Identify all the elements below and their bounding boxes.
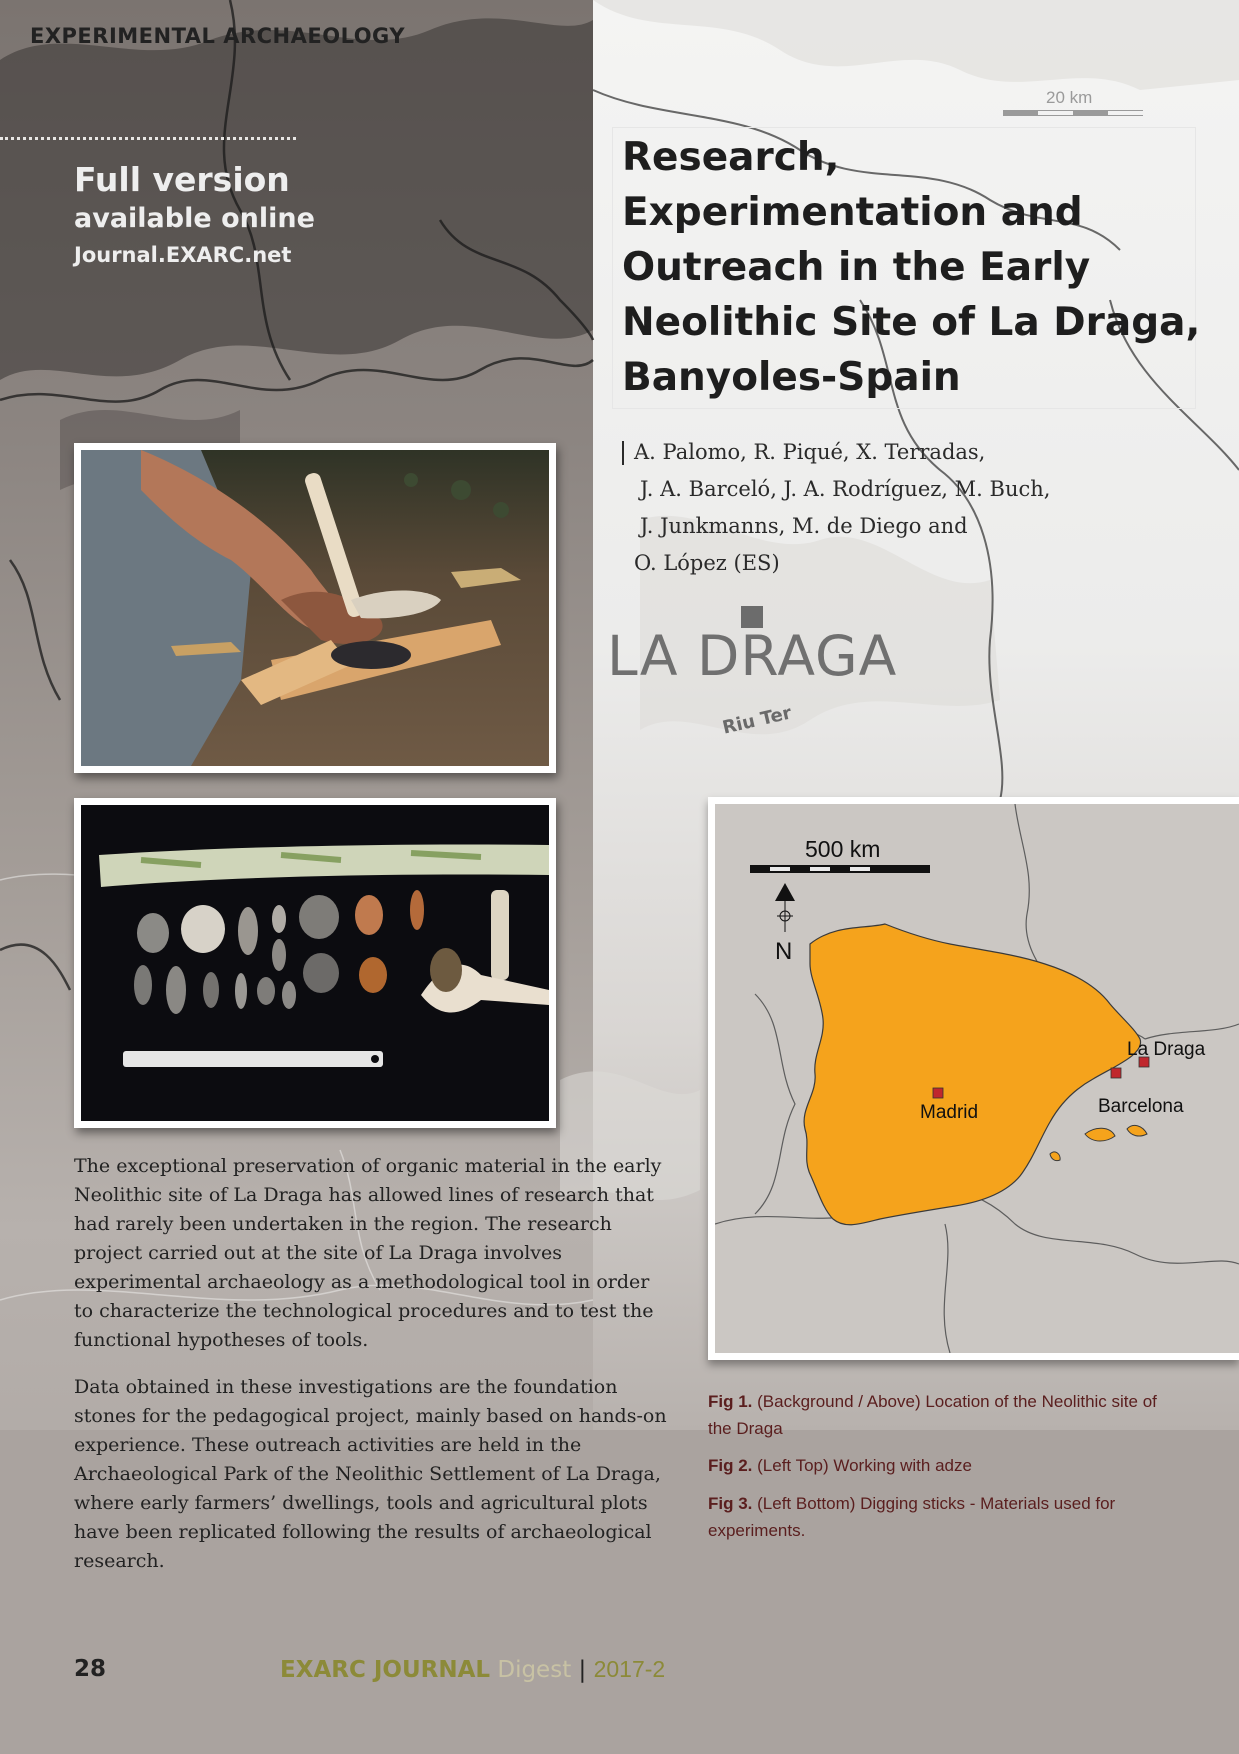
body-paragraph: The exceptional preservation of organic material in the early Neolithic site of La Draga has allowed lines of research that had rarely been undertaken in the region. The research project carried out at the site of La Draga involves experimental archaeology as a methodological tool in order to characterize the technological procedures and to test the functional hypotheses of tools.: [74, 1155, 662, 1351]
tools-photo-image: [81, 805, 549, 1121]
barcelona-marker-icon: [1111, 1068, 1121, 1078]
place-label-madrid: Madrid: [920, 1102, 979, 1123]
background-scale-label: 20 km: [1046, 88, 1093, 107]
iberia-map: [715, 804, 1239, 1353]
river-label: Riu Ter: [720, 702, 794, 739]
site-label: LA DRAGA: [607, 624, 898, 688]
journal-footer: [280, 1656, 665, 1683]
background-scale-bar: [1003, 110, 1143, 116]
journal-digest: Digest: [497, 1657, 572, 1683]
figure-caption: [708, 1388, 1168, 1442]
section-label: EXPERIMENTAL ARCHAEOLOGY: [30, 24, 406, 48]
promo-subtitle: available online: [74, 203, 315, 234]
article-title-line: Neolithic Site of La Draga,: [622, 300, 1201, 345]
article-title: [622, 130, 1212, 405]
place-label-barcelona: Barcelona: [1098, 1096, 1184, 1117]
photo-digging-sticks: [74, 798, 556, 1128]
dotted-divider: [0, 137, 296, 140]
caption-text: (Left Bottom) Digging sticks - Materials used for experiments.: [708, 1494, 1116, 1540]
caption-text: (Left Top) Working with adze: [757, 1456, 972, 1475]
promo-title: Full version: [74, 160, 290, 199]
footer-separator: |: [578, 1657, 587, 1683]
north-label: N: [775, 938, 793, 965]
promo-url-link[interactable]: Journal.EXARC.net: [74, 243, 292, 267]
body-paragraph: Data obtained in these investigations are the foundation stones for the pedagogical project, mainly based on hands-on experience. These outreach activities are held in the Archaeological Park of the Neolithic Settlement of La Draga, where early farmers’ dwellings, tools and agricultural plots have been replicated following the results of archaeological research.: [74, 1376, 667, 1572]
article-title-line: Outreach in the Early: [622, 245, 1091, 290]
figure-caption: [708, 1452, 1168, 1479]
adze-photo-image: [81, 450, 549, 766]
article-title-line: Banyoles-Spain: [622, 355, 961, 400]
article-title-line: Experimentation and: [622, 190, 1083, 235]
caption-label: Fig 1.: [708, 1392, 753, 1411]
caption-label: Fig 2.: [708, 1456, 753, 1475]
page-number: 28: [74, 1656, 107, 1682]
inset-scale-label: 500 km: [805, 836, 881, 862]
author-line: A. Palomo, R. Piqué, X. Terradas,: [634, 440, 986, 464]
inset-map: [715, 804, 1239, 1353]
caption-text: (Background / Above) Location of the Neolithic site of the Draga: [708, 1392, 1157, 1438]
author-line: O. López (ES): [634, 551, 780, 575]
madrid-marker-icon: [933, 1088, 943, 1098]
author-line: J. A. Barceló, J. A. Rodríguez, M. Buch,: [640, 477, 1051, 501]
figure-caption: [708, 1490, 1168, 1544]
article-title-line: Research,: [622, 135, 840, 180]
place-label-la-draga: La Draga: [1127, 1039, 1206, 1060]
inset-map-frame: [708, 797, 1239, 1360]
photo-working-with-adze: [74, 443, 556, 773]
author-bar: [622, 441, 624, 465]
author-line: J. Junkmanns, M. de Diego and: [640, 514, 968, 538]
journal-issue: 2017-2: [593, 1656, 666, 1682]
journal-name: EXARC JOURNAL: [280, 1657, 491, 1683]
caption-label: Fig 3.: [708, 1494, 753, 1513]
